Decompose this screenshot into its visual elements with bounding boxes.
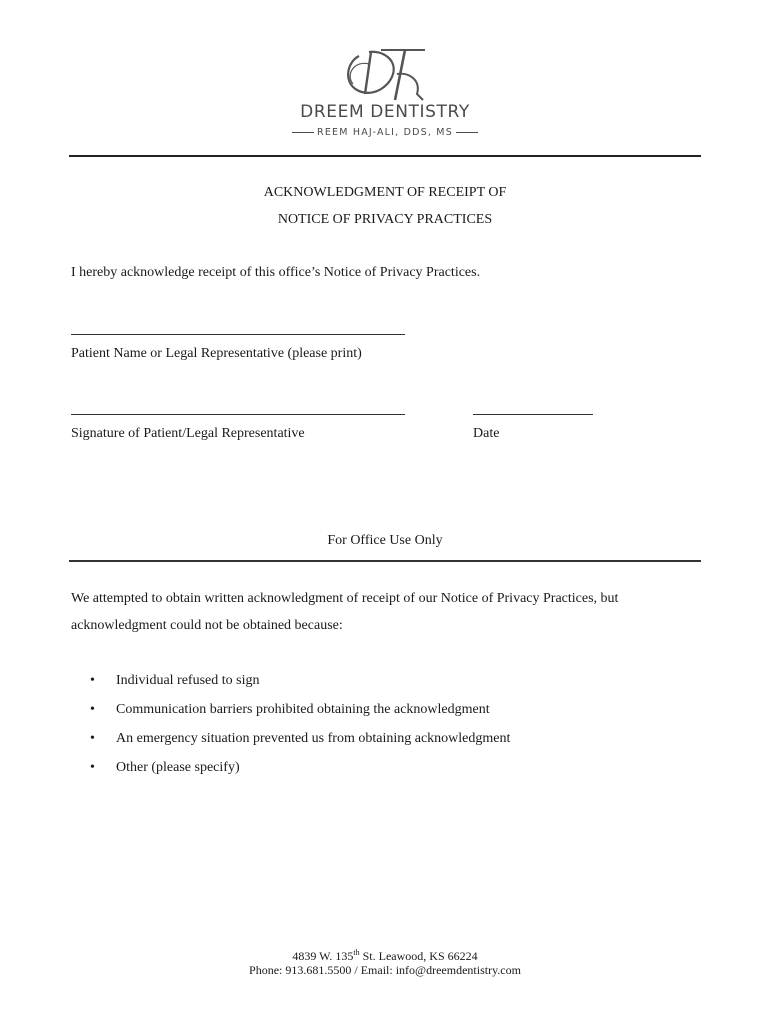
- footer-contact: Phone: 913.681.5500 / Email: info@dreemdentistry.com: [249, 963, 521, 977]
- bullet-icon: •: [90, 673, 95, 688]
- bullet-icon: •: [90, 702, 95, 717]
- brand-name: DREEM DENTISTRY: [300, 102, 470, 122]
- monogram-icon: [285, 44, 485, 102]
- office-use-heading: For Office Use Only: [327, 533, 443, 548]
- list-item: • Communication barriers prohibited obtaining the acknowledgment: [90, 702, 490, 717]
- dash-left-icon: [292, 132, 314, 133]
- patient-name-field[interactable]: [71, 334, 405, 335]
- practice-logo: [285, 44, 485, 142]
- brand-subtitle: REEM HAJ-ALI, DDS, MS: [285, 127, 485, 138]
- list-item: • An emergency situation prevented us from obtaining acknowledgment: [90, 731, 511, 746]
- signature-label: Signature of Patient/Legal Representative: [71, 426, 305, 441]
- list-item: • Individual refused to sign: [90, 673, 260, 688]
- office-divider: [69, 560, 701, 562]
- title-line-2: NOTICE OF PRIVACY PRACTICES: [277, 212, 493, 227]
- title-line-1: ACKNOWLEDGMENT OF RECEIPT OF: [263, 185, 507, 200]
- list-item: • Other (please specify): [90, 760, 240, 775]
- bullet-icon: •: [90, 760, 95, 775]
- bullet-icon: •: [90, 731, 95, 746]
- office-statement-line-2: acknowledgment could not be obtained because:: [71, 618, 343, 633]
- footer-address: 4839 W. 135th St. Leawood, KS 66224: [292, 948, 478, 963]
- office-statement-line-1: We attempted to obtain written acknowledgment of receipt of our Notice of Privacy Practices, but: [71, 591, 619, 606]
- signature-field[interactable]: [71, 414, 405, 415]
- date-field[interactable]: [473, 414, 593, 415]
- patient-name-label: Patient Name or Legal Representative (please print): [71, 346, 362, 361]
- dash-right-icon: [456, 132, 478, 133]
- date-label: Date: [473, 426, 500, 441]
- acknowledgment-text: I hereby acknowledge receipt of this office’s Notice of Privacy Practices.: [71, 265, 481, 280]
- header-divider: [69, 155, 701, 157]
